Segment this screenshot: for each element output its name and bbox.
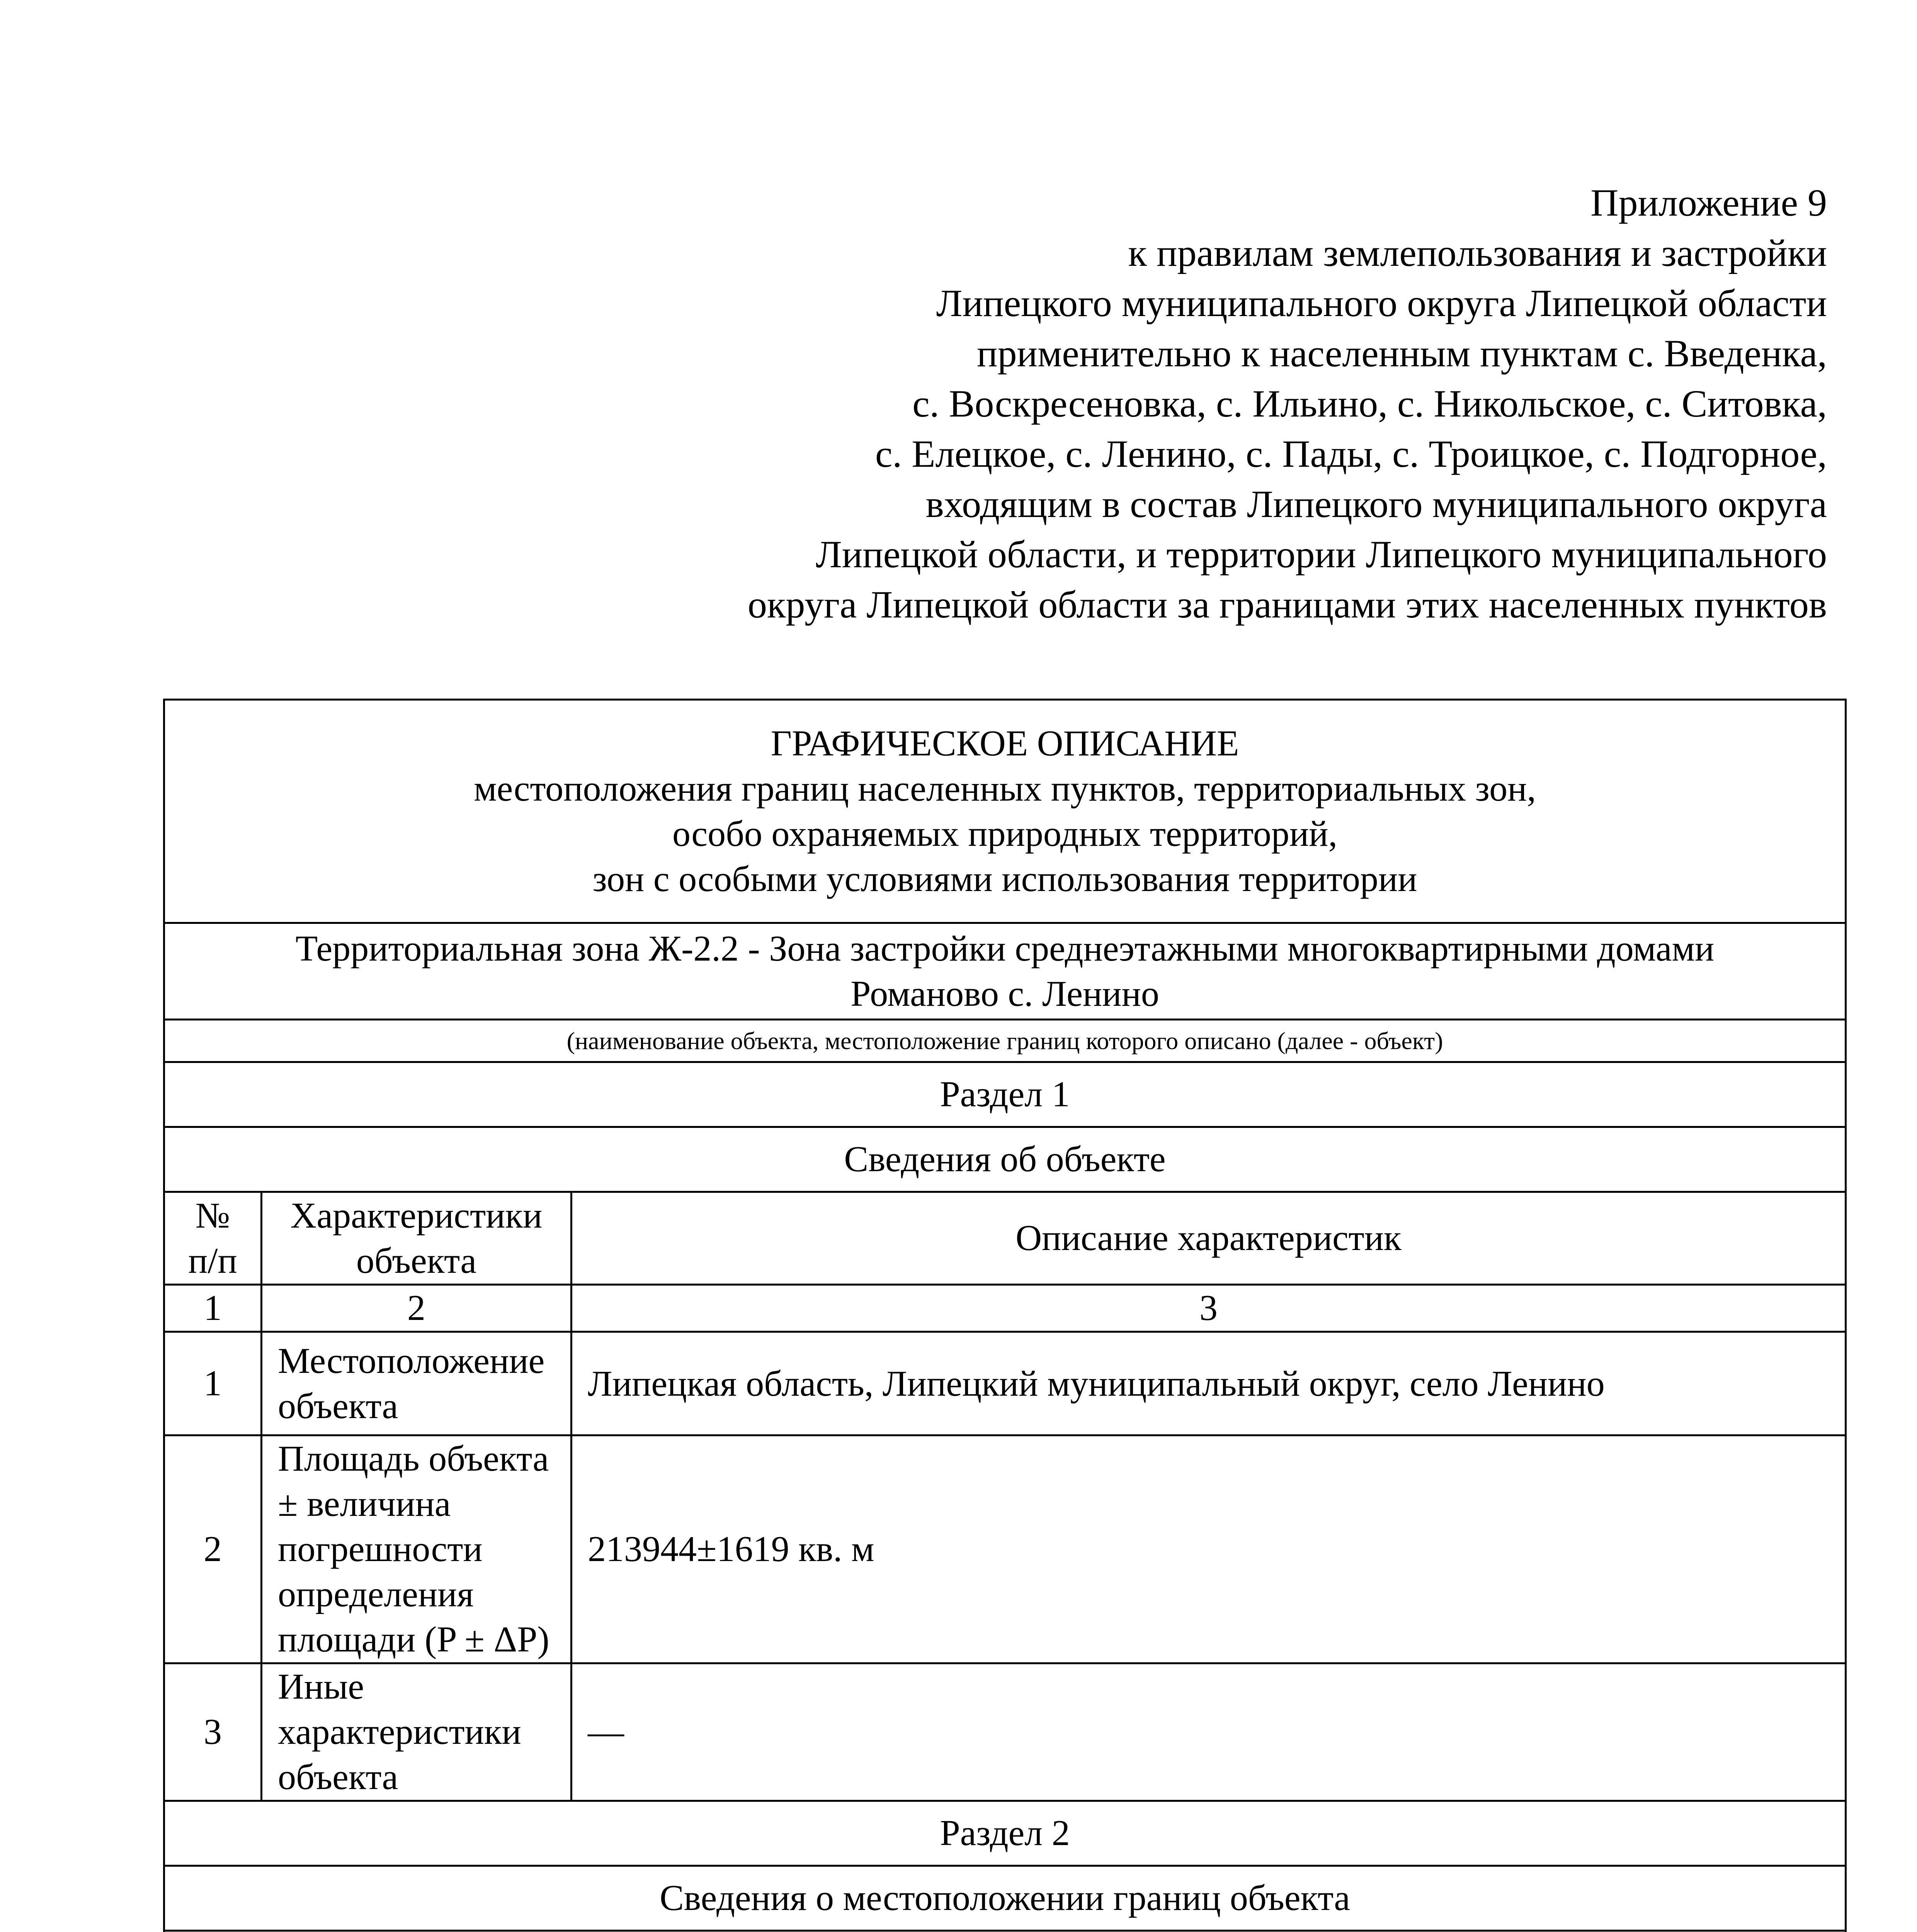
- section2-title: Раздел 2: [164, 1801, 1846, 1866]
- s1-col-number: 2: [262, 1285, 572, 1332]
- s1-row-characteristic: Площадь объекта ± величина погрешности определения площади (P ± ΔP): [262, 1435, 572, 1663]
- appendix-line: с. Воскресеновка, с. Ильино, с. Никольское, с. Ситовка,: [912, 382, 1827, 425]
- s1-header-characteristics: Характеристики объекта: [262, 1192, 572, 1285]
- section1-title: Раздел 1: [164, 1062, 1846, 1127]
- appendix-line: входящим в состав Липецкого муниципального округа: [925, 483, 1827, 526]
- appendix-line: Приложение 9: [1590, 181, 1827, 224]
- object-name-cell: [164, 923, 1846, 1020]
- doc-subtitle-line: зон с особыми условиями использования территории: [592, 859, 1417, 899]
- s1-row-num: 2: [164, 1435, 262, 1663]
- s1-row-characteristic: Местоположение объекта: [262, 1332, 572, 1435]
- s1-header-num: № п/п: [164, 1192, 262, 1285]
- s1-row-description: Липецкая область, Липецкий муниципальный округ, село Ленино: [572, 1332, 1846, 1435]
- appendix-line: округа Липецкой области за границами этих населенных пунктов: [747, 583, 1827, 626]
- appendix-line: с. Елецкое, с. Ленино, с. Пады, с. Троицкое, с. Подгорное,: [875, 432, 1827, 475]
- doc-title: ГРАФИЧЕСКОЕ ОПИСАНИЕ: [771, 723, 1239, 764]
- appendix-line: к правилам землепользования и застройки: [1128, 231, 1827, 274]
- object-note: (наименование объекта, местоположение границ которого описано (далее - объект): [164, 1020, 1846, 1062]
- object-name-line: Территориальная зона Ж-2.2 - Зона застройки среднеэтажными многоквартирными домами: [295, 928, 1715, 969]
- s1-row-characteristic: Иные характеристики объекта: [262, 1663, 572, 1801]
- s1-row-description: —: [572, 1663, 1846, 1801]
- s1-row-description: 213944±1619 кв. м: [572, 1435, 1846, 1663]
- title-cell: [164, 700, 1846, 923]
- s1-row-num: 1: [164, 1332, 262, 1435]
- s1-header-description: Описание характеристик: [572, 1192, 1846, 1285]
- graphic-description-table: [163, 699, 1847, 1932]
- s1-col-number: 1: [164, 1285, 262, 1332]
- appendix-line: применительно к населенным пунктам с. Введенка,: [977, 332, 1827, 375]
- section1-subtitle: Сведения об объекте: [164, 1127, 1846, 1192]
- appendix-line: Липецкого муниципального округа Липецкой области: [936, 282, 1827, 325]
- section2-subtitle: Сведения о местоположении границ объекта: [164, 1866, 1846, 1931]
- s1-col-number: 3: [572, 1285, 1846, 1332]
- appendix-line: Липецкой области, и территории Липецкого муниципального: [815, 533, 1827, 576]
- appendix-header: [502, 178, 1827, 630]
- object-name-line: Романово с. Ленино: [850, 973, 1159, 1014]
- doc-subtitle-line: особо охраняемых природных территорий,: [672, 813, 1337, 854]
- s1-row-num: 3: [164, 1663, 262, 1801]
- doc-subtitle-line: местоположения границ населенных пунктов, территориальных зон,: [474, 768, 1536, 809]
- coordinate-system: [164, 1931, 1846, 1932]
